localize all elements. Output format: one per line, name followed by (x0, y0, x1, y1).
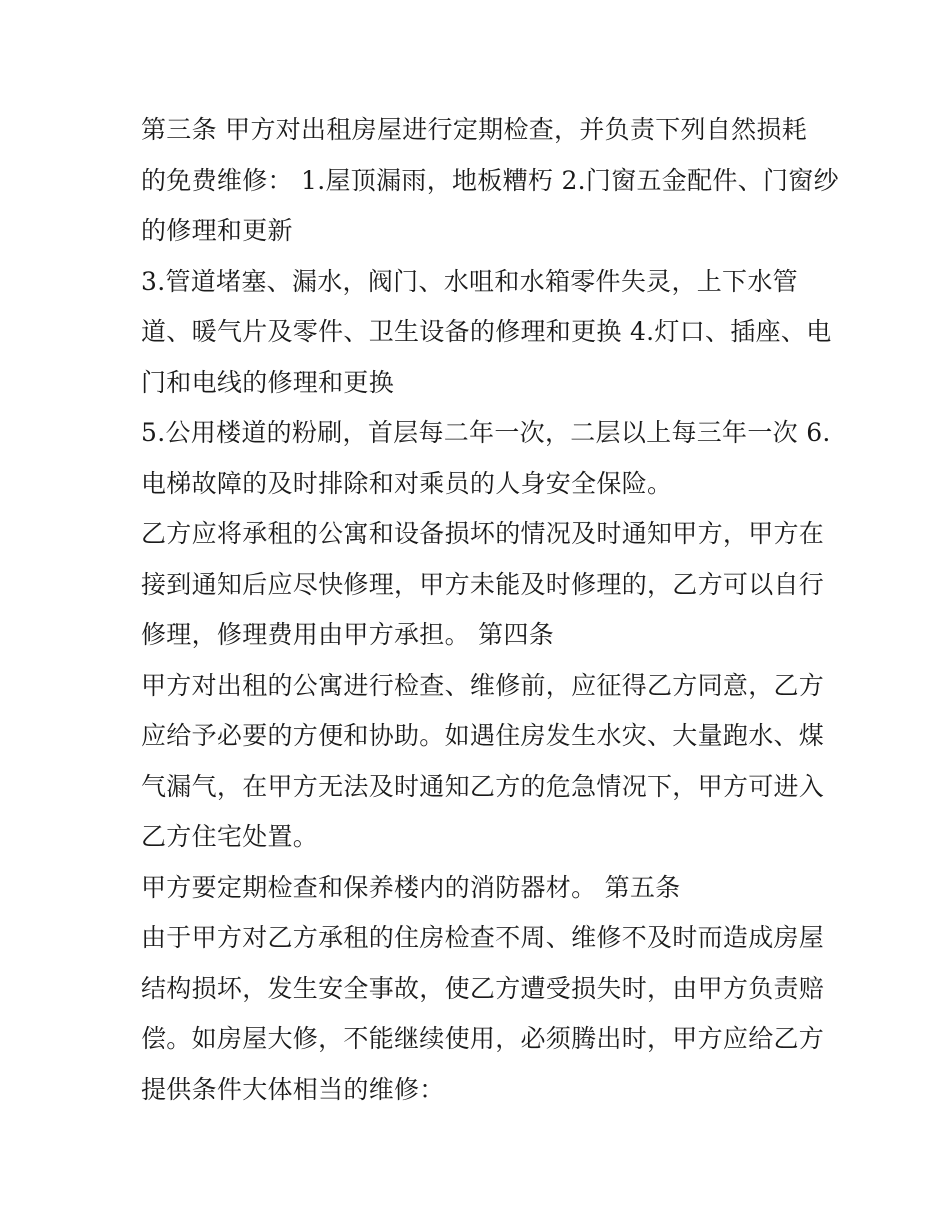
text-line: 气漏气，在甲方无法及时通知乙方的危急情况下，甲方可进入 (141, 771, 825, 801)
text-line: 乙方应将承租的公寓和设备损坏的情况及时通知甲方，甲方在 (141, 519, 825, 548)
text-line: 修理，修理费用由甲方承担。 第四条 (141, 620, 555, 649)
text-line: 由于甲方对乙方承租的住房检查不周、维修不及时而造成房屋 (141, 923, 825, 952)
text-line: 偿。如房屋大修，不能继续使用，必须腾出时，甲方应给乙方 (141, 1024, 825, 1053)
text-line: 3.管道堵塞、漏水，阀门、水咀和水箱零件失灵，上下水管 (141, 266, 798, 296)
text-line: 甲方要定期检查和保养楼内的消防器材。 第五条 (141, 872, 681, 902)
text-line: 甲方对出租的公寓进行检查、维修前，应征得乙方同意，乙方 (141, 670, 825, 700)
text-line: 的修理和更新 (141, 216, 293, 245)
text-line: 的免费维修： 1.屋顶漏雨，地板糟朽 2.门窗五金配件、门窗纱 (141, 165, 839, 195)
text-line: 结构损坏，发生安全事故，使乙方遭受损失时，由甲方负责赔 (141, 973, 825, 1003)
text-line: 第三条 甲方对出租房屋进行定期检查，并负责下列自然损耗 (141, 115, 808, 144)
text-line: 接到通知后应尽快修理，甲方未能及时修理的，乙方可以自行 (141, 569, 825, 599)
contract-text-body (141, 105, 839, 1115)
text-line: 应给予必要的方便和协助。如遇住房发生水灾、大量跑水、煤 (141, 721, 825, 750)
text-line: 5.公用楼道的粉刷，首层每二年一次，二层以上每三年一次 6. (141, 418, 831, 447)
text-line: 提供条件大体相当的维修： (141, 1074, 445, 1104)
text-line: 门和电线的修理和更换 (141, 367, 395, 397)
text-line: 道、暖气片及零件、卫生设备的修理和更换 4.灯口、插座、电 (141, 317, 832, 346)
text-line: 电梯故障的及时排除和对乘员的人身安全保险。 (141, 468, 673, 498)
text-line: 乙方住宅处置。 (141, 822, 319, 851)
